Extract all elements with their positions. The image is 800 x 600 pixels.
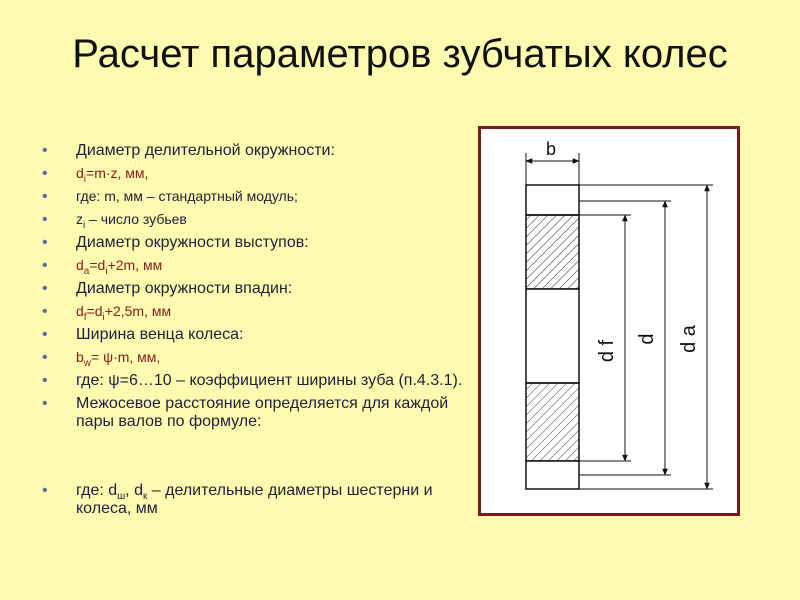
bullet-root-diameter-formula xyxy=(42,303,482,321)
formula-d: d xyxy=(76,257,84,273)
gear-hub-gap xyxy=(526,289,579,383)
bullet-pitch-diameter-formula xyxy=(42,165,482,183)
formula-sub: w xyxy=(83,357,92,369)
label-d: d xyxy=(636,333,658,345)
label-da: d a xyxy=(678,325,700,353)
gear-section-drawing xyxy=(481,129,737,513)
note-a: где: d xyxy=(76,482,118,499)
label-b: b xyxy=(545,139,557,159)
formula-rest: +2m, мм xyxy=(107,257,163,273)
gear-diagram-frame xyxy=(478,126,740,516)
formula-b: b xyxy=(76,349,84,365)
gear-hatched-bottom xyxy=(526,383,579,461)
formula-sub: i xyxy=(83,219,86,231)
formula-d: d xyxy=(76,303,84,319)
formula-rest: +2,5m, мм xyxy=(104,303,172,319)
formula-sub: f xyxy=(83,311,87,323)
formula-z: z xyxy=(76,211,83,227)
label-df: d f xyxy=(596,339,618,363)
bullet-teeth-count xyxy=(42,211,482,229)
slide-title: Расчет параметров зубчатых колес xyxy=(72,32,728,76)
note-sub2: к xyxy=(142,491,148,503)
bullet-width-coefficient: • где: ψ=6…10 – коэффициент ширины зуба (п.4.3.1). xyxy=(42,372,482,390)
gear-hatched-top xyxy=(526,215,579,289)
formula-rest: – число зубьев xyxy=(85,211,187,227)
note-c: – делительные диаметры шестерни и колеса, мм xyxy=(76,482,433,517)
formula-rest: =m·z, мм, xyxy=(86,165,149,181)
bullet-face-width-formula xyxy=(42,349,482,367)
note-sub1: ш xyxy=(117,491,126,503)
gear-rim-bottom xyxy=(526,461,579,489)
bullet-root-diameter-heading: • Диаметр окружности впадин: xyxy=(42,280,482,298)
bullet-pitch-diameter-heading: • Диаметр делительной окружности: xyxy=(42,142,482,160)
gear-rim-top xyxy=(526,185,579,215)
formula-rest: = ψ·m, мм, xyxy=(91,349,161,365)
bullet-tip-diameter-heading: • Диаметр окружности выступов: xyxy=(42,234,482,252)
bullet-face-width-heading: • Ширина венца колеса: xyxy=(42,326,482,344)
formula-sub: a xyxy=(83,265,90,277)
formula-sub: i xyxy=(83,173,87,185)
bullet-center-distance: • Межосевое расстояние определяется для каждой пары валов по формуле: xyxy=(42,395,482,430)
note-b: , d xyxy=(125,482,143,499)
formula-mid: =d xyxy=(86,303,103,319)
bullet-module-definition: • где: m, мм – стандартный модуль; xyxy=(42,188,482,206)
formula-mid: =d xyxy=(89,257,106,273)
formula-d: d xyxy=(76,165,84,181)
formula-sub2: i xyxy=(102,311,105,323)
bullet-diameters-note xyxy=(42,482,482,517)
bullet-list xyxy=(42,142,482,523)
formula-sub2: i xyxy=(105,265,108,277)
bullet-tip-diameter-formula xyxy=(42,257,482,275)
